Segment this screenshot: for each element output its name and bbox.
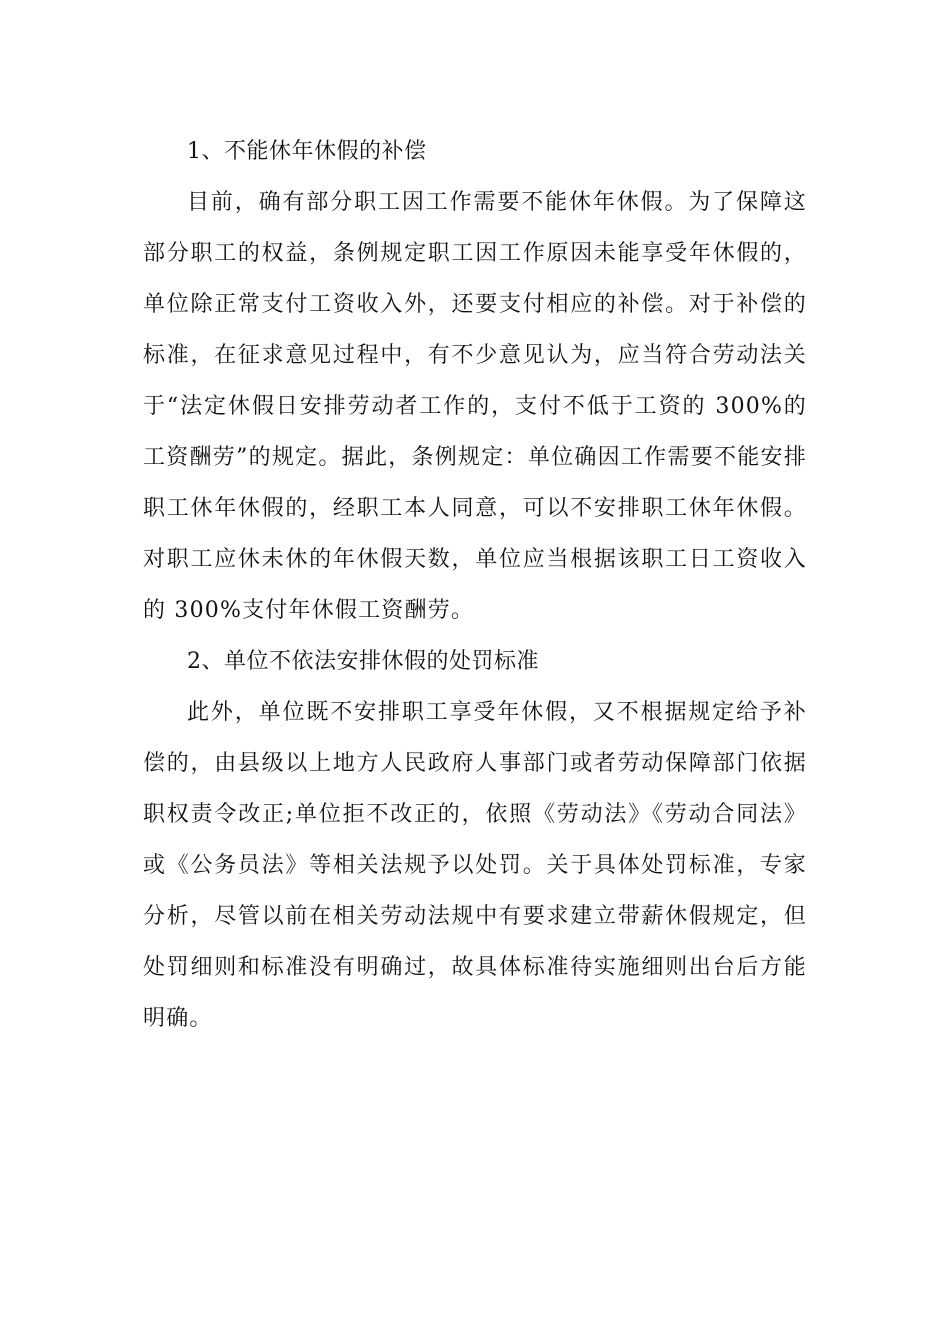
section-heading-penalty: 2、单位不依法安排休假的处罚标准 bbox=[187, 649, 539, 674]
section-paragraph-compensation: 目前，确有部分职工因工作需要不能休年休假。为了保障这部分职工的权益，条例规定职工因工作原因未能享受年休假的，单位除正常支付工资收入外，还要支付相应的补偿。对于补偿的标准，在征求意见过程中，有不少意见认为，应当符合劳动法关于“法定休假日安排劳动者工作的，支付不低于工资的 300%的工资酬劳”的规定。据此，条例规定：单位确因工作需要不能安排职工休年休假的，经职工本人同意，可以不安排职工休年休假。对职工应休未休的年休假天数，单位应当根据该职工日工资收入的 300%支付年休假工资酬劳。 bbox=[143, 190, 807, 623]
document-body bbox=[143, 126, 807, 1044]
section-paragraph-penalty: 此外，单位既不安排职工享受年休假，又不根据规定给予补偿的，由县级以上地方人民政府人事部门或者劳动保障部门依据职权责令改正;单位拒不改正的，依照《劳动法》《劳动合同法》或《公务员法》等相关法规予以处罚。关于具体处罚标准，专家分析，尽管以前在相关劳动法规中有要求建立带薪休假规定，但处罚细则和标准没有明确过，故具体标准待实施细则出台后方能明确。 bbox=[143, 700, 807, 1031]
section-heading-compensation: 1、不能休年休假的补偿 bbox=[187, 139, 427, 164]
